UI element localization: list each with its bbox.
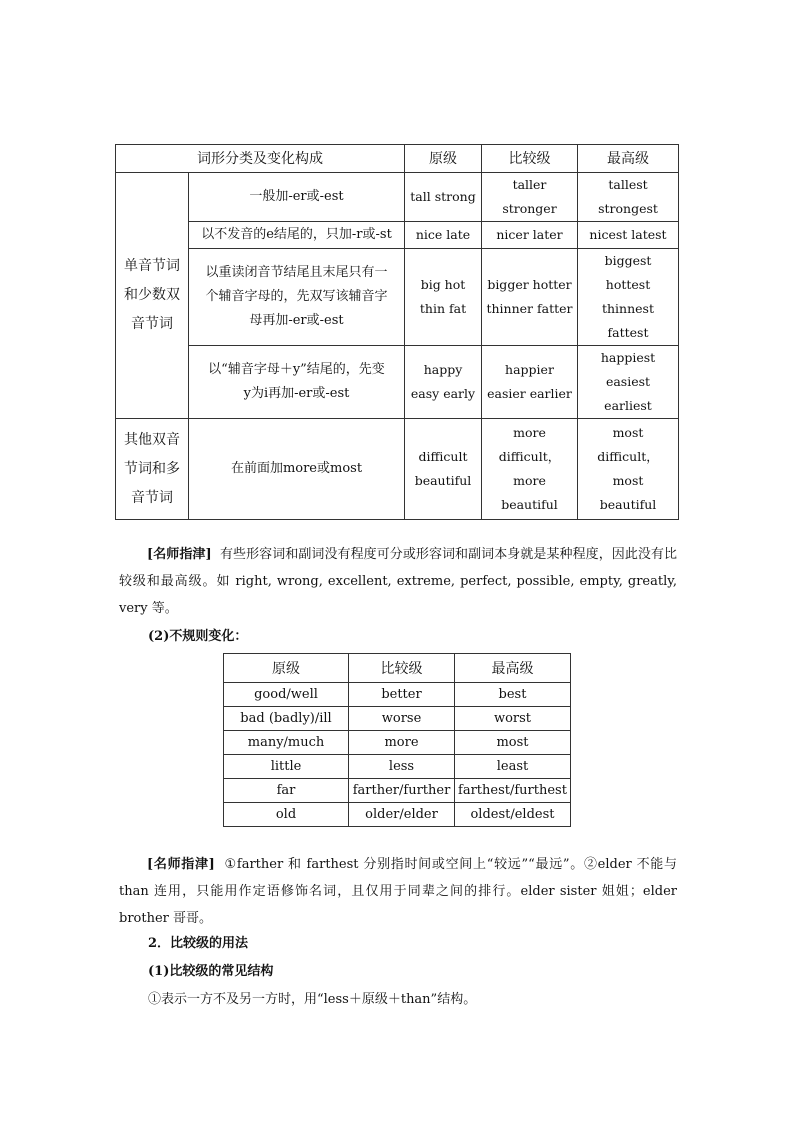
superlative-cell: tallest strongest [578,173,679,222]
table-row [116,173,679,222]
header-superlative: 最高级 [454,654,570,683]
category-monosyllabic: 单音节词 和少数双 音节词 [116,173,189,419]
superlative-cell: happiest easiest earliest [578,346,679,419]
comparative-cell: bigger hotter thinner fatter [482,249,578,346]
superlative-cell: best [454,683,570,707]
rule-item: ①表示一方不及另一方时，用“less＋原级＋than”结构。 [148,992,477,1007]
irregular-forms-table [223,653,571,827]
teacher-note-paragraph [119,851,677,932]
base-cell: tall strong [405,173,482,222]
base-cell: bad (badly)/ill [224,707,349,731]
table-header-row [116,145,679,173]
superlative-cell: nicest latest [578,222,679,249]
comparative-cell: more difficult， more beautiful [482,419,578,520]
base-cell: far [224,779,349,803]
comparative-cell: worse [349,707,455,731]
table-row [224,731,571,755]
header-word-class: 词形分类及变化构成 [116,145,405,173]
comparative-cell: more [349,731,455,755]
rule-cell: 以重读闭音节结尾且末尾只有一 个辅音字母的，先双写该辅音字 母再加-er或-est [189,249,405,346]
superlative-cell: most [454,731,570,755]
table-row [116,249,679,346]
table-row [116,346,679,419]
base-cell: many/much [224,731,349,755]
header-base: 原级 [224,654,349,683]
superlative-cell: worst [454,707,570,731]
superlative-cell: oldest/eldest [454,803,570,827]
table-row [224,683,571,707]
comparative-cell: older/elder [349,803,455,827]
table-row [116,222,679,249]
base-cell: happy easy early [405,346,482,419]
comparative-cell: better [349,683,455,707]
rule-cell: 以“辅音字母＋y”结尾的，先变 y为i再加-er或-est [189,346,405,419]
table-header-row [224,654,571,683]
superlative-cell: biggest hottest thinnest fattest [578,249,679,346]
comparative-cell: farther/further [349,779,455,803]
base-cell: little [224,755,349,779]
comparative-cell: nicer later [482,222,578,249]
base-cell: old [224,803,349,827]
rule-cell: 以不发音的e结尾的，只加-r或-st [189,222,405,249]
base-cell: big hot thin fat [405,249,482,346]
header-superlative: 最高级 [578,145,679,173]
note-label: [名师指津] [147,547,212,562]
note-text: 有些形容词和副词没有程度可分或形容词和副词本身就是某种程度，因此没有比较级和最高级。如 right, wrong, excellent, extreme, perfect, possible, empty, greatly, very 等。 [119,547,677,616]
comparative-cell: taller stronger [482,173,578,222]
superlative-cell: most difficult， most beautiful [578,419,679,520]
note-text: ①farther 和 farthest 分别指时间或空间上“较远”“最远”。②elder 不能与 than 连用，只能用作定语修饰名词，且仅用于同辈之间的排行。elder sister 姐姐；elder brother 哥哥。 [119,857,678,926]
section-heading: 2．比较级的用法 [148,936,249,951]
rule-cell: 一般加-er或-est [189,173,405,222]
subsection-heading: (1)比较级的常见结构 [148,964,274,979]
base-cell: good/well [224,683,349,707]
table-row [224,755,571,779]
superlative-cell: least [454,755,570,779]
base-cell: difficult beautiful [405,419,482,520]
header-comparative: 比较级 [349,654,455,683]
teacher-note-paragraph [119,541,677,622]
comparative-cell: less [349,755,455,779]
irregular-heading: (2)不规则变化： [148,629,248,644]
category-polysyllabic: 其他双音 节词和多 音节词 [116,419,189,520]
table-row [116,419,679,520]
comparison-rules-table [115,144,679,520]
rule-cell: 在前面加more或most [189,419,405,520]
table-row [224,803,571,827]
table-row [224,707,571,731]
base-cell: nice late [405,222,482,249]
table-row [224,779,571,803]
comparative-cell: happier easier earlier [482,346,578,419]
header-comparative: 比较级 [482,145,578,173]
note-label: [名师指津] [147,857,215,872]
header-base: 原级 [405,145,482,173]
superlative-cell: farthest/furthest [454,779,570,803]
